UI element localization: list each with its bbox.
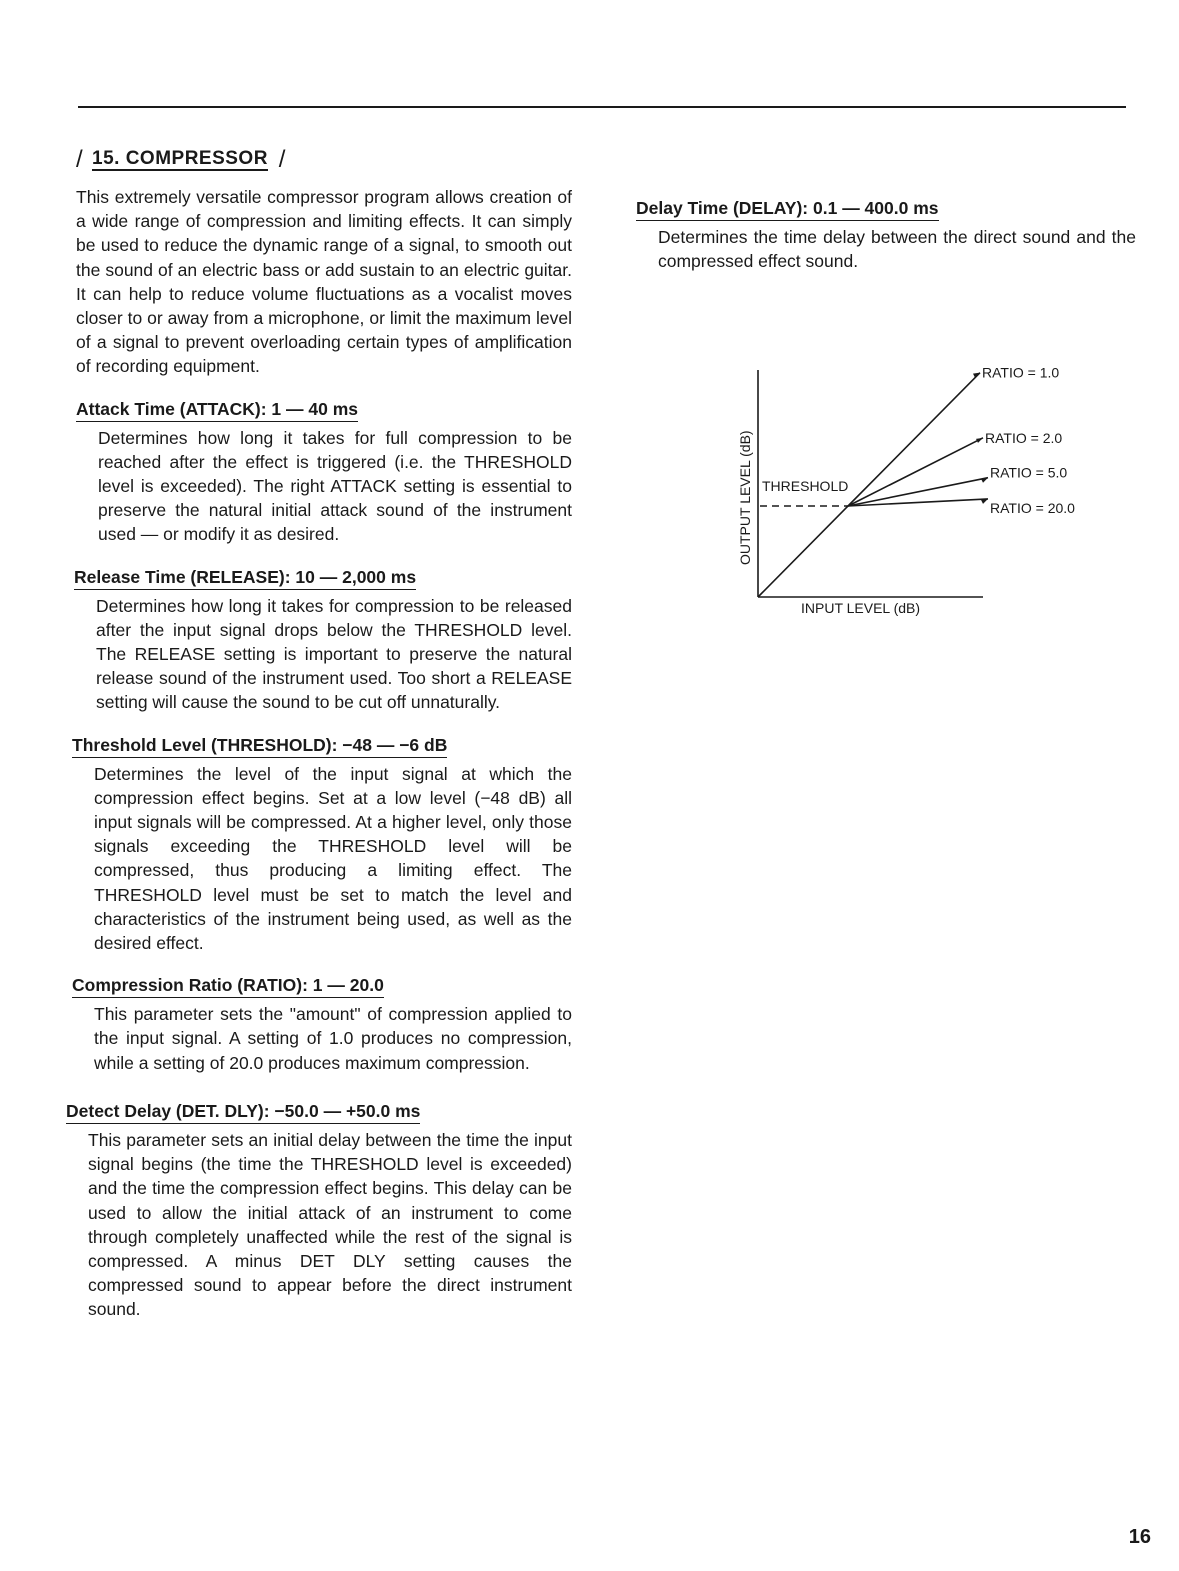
y-axis-label: OUTPUT LEVEL (dB)	[737, 430, 753, 565]
param-description: This parameter sets an initial delay between the time the input signal begins (the time the THRESHOLD level is exceeded) and the time the compression effect begins. This delay can be used to allow the initial attack of an instrument to come through completely unaffected while the rest of the signal is compressed. A minus DET DLY setting causes the compressed sound to appear before the direct instrument sound.	[88, 1129, 572, 1320]
section-title-label: 15. COMPRESSOR	[92, 148, 268, 169]
param-delay	[636, 198, 1136, 273]
param-description: This parameter sets the "amount" of compression applied to the input signal. A setting of 1.0 produces no compression, while a setting of 20.0 produces maximum compression.	[94, 1004, 572, 1073]
param-description: Determines how long it takes for full compression to be reached after the effect is triggered (i.e. the THRESHOLD level is exceeded). The right ATTACK setting is essential to preserve the natural initial attack sound of the instrument used — or modify it as desired.	[98, 427, 572, 545]
param-heading: Attack Time (ATTACK): 1 — 40 ms	[76, 399, 358, 422]
ratio-label: RATIO = 5.0	[990, 464, 1068, 481]
param-heading: Release Time (RELEASE): 10 — 2,000 ms	[74, 567, 416, 590]
param-attack	[76, 399, 572, 547]
param-threshold	[72, 735, 572, 956]
param-description: Determines the level of the input signal at which the compression effect begins. Set at a low level (−48 dB) all input signals will be compressed. At a higher level, only those signals exceeding the THRESHOLD level will be compressed, thus producing a limiting effect. The THRESHOLD level must be set to match the level and characteristics of the instrument being used, as well as the desired effect.	[94, 763, 572, 954]
param-heading: Compression Ratio (RATIO): 1 — 20.0	[72, 975, 384, 998]
ratio-curve	[848, 373, 980, 506]
ratio-label: RATIO = 1.0	[982, 364, 1060, 381]
page-number: 16	[1128, 1526, 1151, 1548]
x-axis-label: INPUT LEVEL (dB)	[801, 600, 921, 616]
param-heading: Detect Delay (DET. DLY): −50.0 — +50.0 ms	[66, 1101, 420, 1124]
top-rule	[78, 106, 1126, 108]
compression-ratio-diagram	[728, 360, 1148, 620]
threshold-label: THRESHOLD	[762, 478, 849, 494]
ratio-label: RATIO = 2.0	[985, 429, 1063, 446]
param-detect-delay	[66, 1101, 572, 1322]
section-intro: This extremely versatile compressor program allows creation of a wide range of compression and limiting effects. It can simply be used to reduce the dynamic range of a signal, to smooth out the sound of an electric bass or add sustain to an electric guitar. It can help to reduce volume fluctuations as a vocalist moves closer to or away from a microphone, or limit the maximum level of a signal to prevent overloading certain types of amplification of recording equipment.	[76, 187, 572, 377]
diagram-svg	[728, 360, 1148, 620]
ratio-arrowhead	[976, 438, 983, 443]
left-column	[66, 148, 572, 1322]
param-ratio	[72, 975, 572, 1075]
right-column	[636, 198, 1136, 273]
param-heading: Threshold Level (THRESHOLD): −48 — −6 dB	[72, 735, 447, 758]
param-description: Determines the time delay between the direct sound and the compressed effect sound.	[658, 227, 1136, 272]
below-threshold-line	[758, 506, 848, 597]
param-description: Determines how long it takes for compression to be released after the input signal drops below the THRESHOLD level. The RELEASE setting is important to preserve the natural release sound of the instrument used. Too short a RELEASE setting will cause the sound to be cut off unnaturally.	[96, 595, 572, 713]
ratio-curve	[848, 438, 983, 506]
section-title: / 15. COMPRESSOR /	[76, 146, 286, 173]
param-heading: Delay Time (DELAY): 0.1 — 400.0 ms	[636, 198, 939, 221]
param-release	[74, 567, 572, 715]
ratio-label: RATIO = 20.0	[990, 499, 1075, 516]
